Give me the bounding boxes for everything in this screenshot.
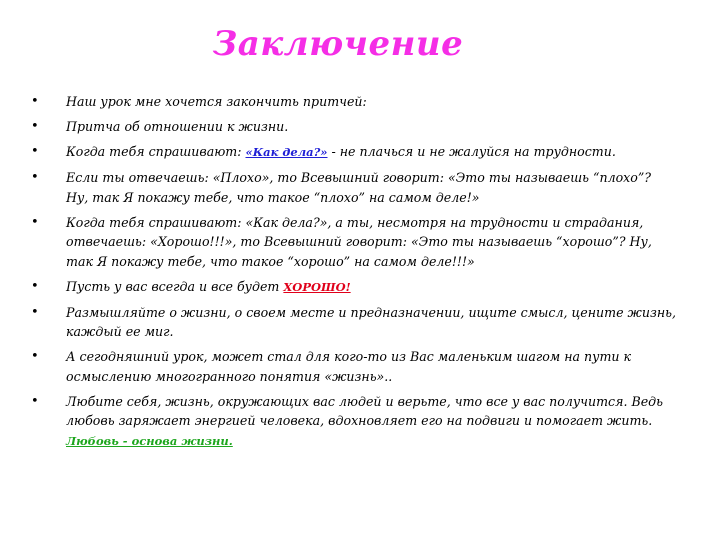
- bullet-icon: •: [31, 349, 39, 364]
- bullet-item: [26, 303, 676, 342]
- bullet-item: [26, 117, 676, 137]
- bullet-icon: •: [31, 170, 39, 185]
- bullet-text: Притча об отношении к жизни.: [66, 119, 289, 134]
- highlight-love: Любовь - основа жизни.: [66, 433, 233, 448]
- bullet-list: [26, 92, 676, 457]
- bullet-icon: •: [31, 393, 39, 409]
- highlight-how-are-you: «Как дела?»: [245, 145, 328, 159]
- bullet-text: Наш урок мне хочется закончить притчей:: [66, 94, 367, 109]
- bullet-item: [26, 142, 676, 163]
- bullet-item: [26, 92, 676, 112]
- bullet-text: Если ты отвечаешь: «Плохо», то Всевышний говорит: «Это ты называешь “плохо”? Ну, так Я покажу тебе, что такое “плохо” на самом деле!»: [66, 170, 652, 205]
- bullet-text: Пусть у вас всегда и все будет: [66, 278, 284, 294]
- bullet-text: А сегодняшний урок, может стал для кого-то из Вас маленьким шагом на пути к осмыслению многогранного понятия «жизнь»..: [66, 349, 632, 384]
- bullet-icon: •: [31, 278, 39, 294]
- bullet-icon: •: [31, 94, 39, 109]
- bullet-text: - не плачься и не жалуйся на трудности.: [327, 144, 616, 159]
- highlight-good: ХОРОШО!: [283, 279, 351, 294]
- bullet-icon: •: [31, 304, 39, 320]
- bullet-item: [26, 213, 676, 272]
- bullet-icon: •: [31, 144, 39, 159]
- bullet-text: Когда тебя спрашивают:: [66, 144, 246, 159]
- bullet-item: [26, 277, 676, 298]
- bullet-item: [26, 347, 676, 386]
- bullet-text: Когда тебя спрашивают: «Как дела?», а ты, несмотря на трудности и страдания, отвечаешь: «Хорошо!!!», то Всевышний говорит: «Это ты называешь “хорошо”? Ну, так Я покажу тебе, что такое “хорошо” на самом деле!!!»: [66, 214, 652, 269]
- bullet-item: [26, 392, 676, 452]
- bullet-icon: •: [31, 119, 39, 134]
- bullet-item: [26, 168, 676, 207]
- bullet-icon: •: [31, 214, 39, 230]
- bullet-text: Размышляйте о жизни, о своем месте и предназначении, ищите смысл, цените жизнь, каждый ее миг.: [66, 304, 676, 339]
- slide-title: Заключение: [212, 24, 464, 64]
- bullet-text: Любите себя, жизнь, окружающих вас людей и верьте, что все у вас получится. Ведь любовь заряжает энергией человека, вдохновляет его на подвиги и помогает жить.: [66, 393, 664, 428]
